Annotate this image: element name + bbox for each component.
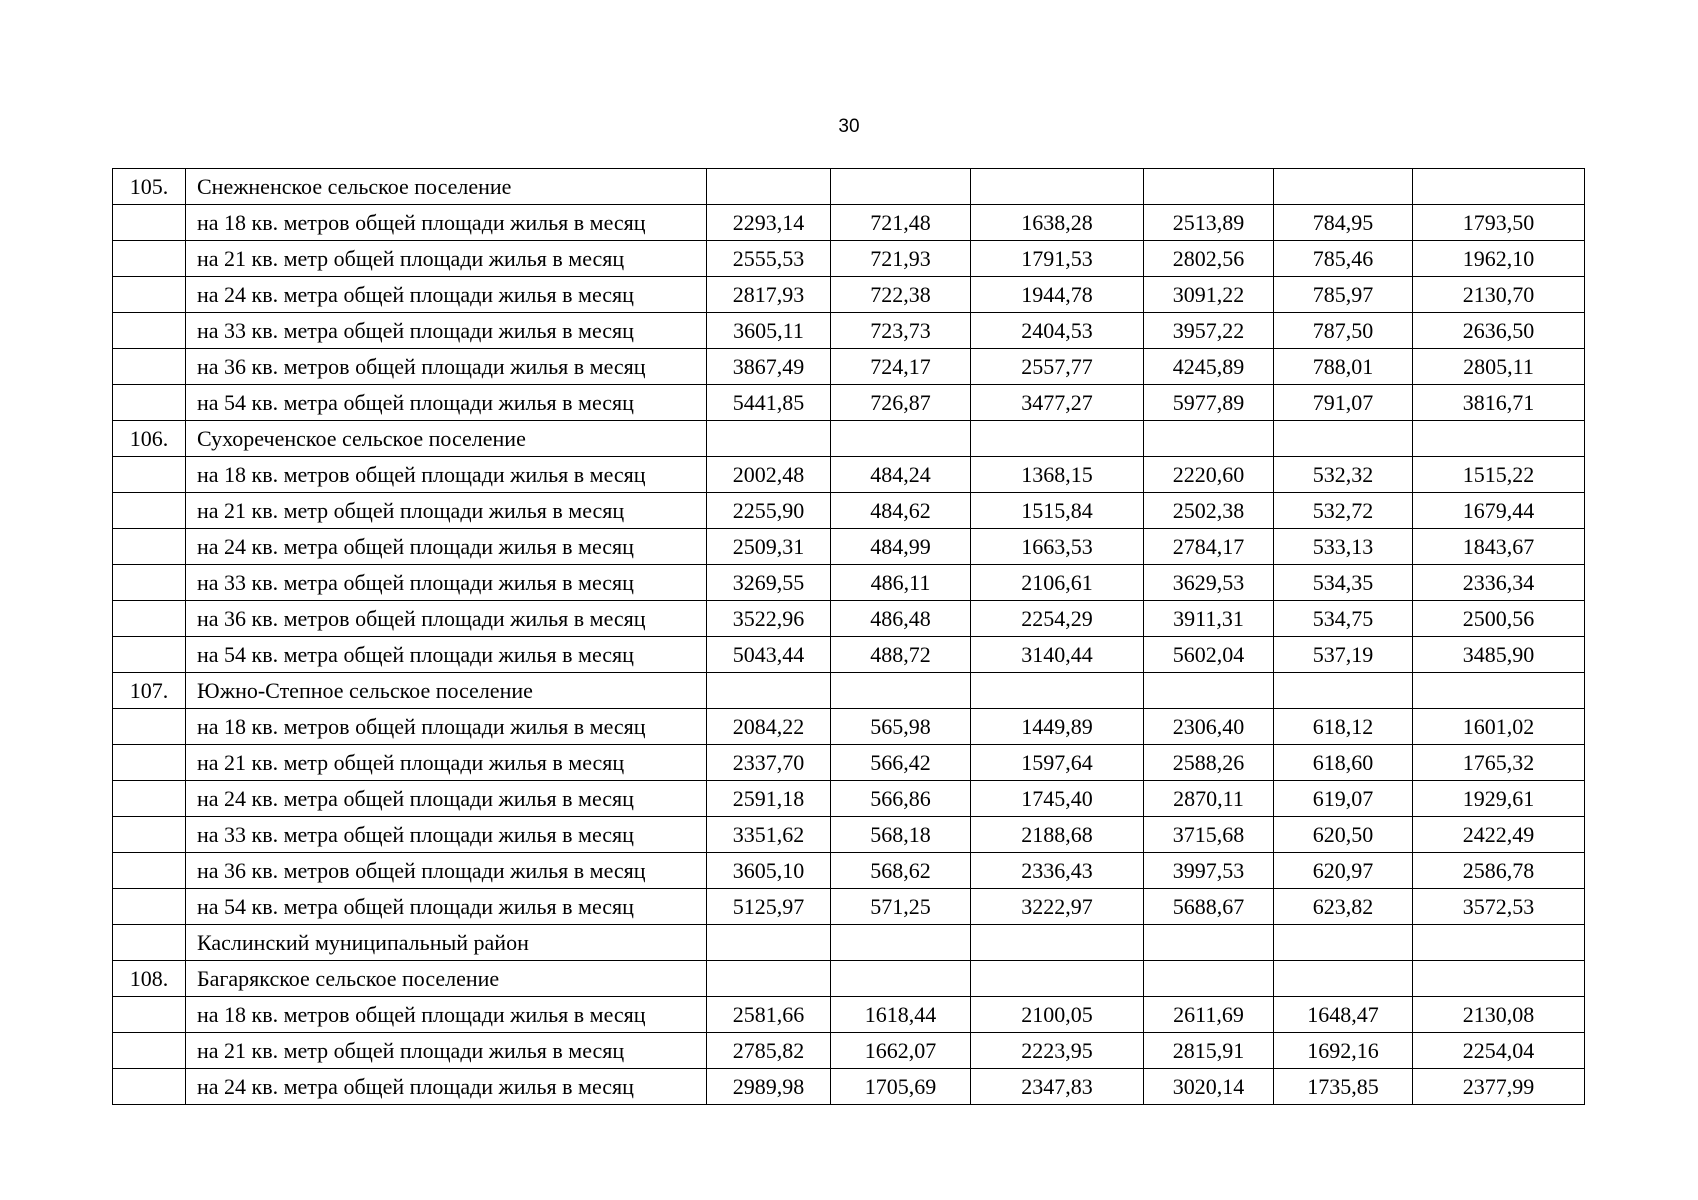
row-label-cell: на 33 кв. метра общей площади жилья в месяц: [186, 565, 707, 601]
value-cell: 3269,55: [707, 565, 831, 601]
table-row: [113, 853, 1585, 889]
value-cell: 2336,43: [971, 853, 1144, 889]
value-cell: 2377,99: [1413, 1069, 1585, 1105]
value-cell: 1515,84: [971, 493, 1144, 529]
value-cell: 2404,53: [971, 313, 1144, 349]
value-cell: 3522,96: [707, 601, 831, 637]
row-number-cell: 108.: [113, 961, 186, 997]
table-row: [113, 205, 1585, 241]
value-cell: [831, 421, 971, 457]
value-cell: 2591,18: [707, 781, 831, 817]
value-cell: [1413, 961, 1585, 997]
row-number-cell: [113, 241, 186, 277]
value-cell: 2989,98: [707, 1069, 831, 1105]
tariff-table: [112, 168, 1585, 1105]
value-cell: 3816,71: [1413, 385, 1585, 421]
value-cell: 3477,27: [971, 385, 1144, 421]
row-label-cell: на 36 кв. метров общей площади жилья в месяц: [186, 853, 707, 889]
row-number-cell: [113, 313, 186, 349]
value-cell: 3715,68: [1144, 817, 1274, 853]
value-cell: 3222,97: [971, 889, 1144, 925]
value-cell: 1765,32: [1413, 745, 1585, 781]
value-cell: 486,48: [831, 601, 971, 637]
value-cell: 2784,17: [1144, 529, 1274, 565]
row-number-cell: 106.: [113, 421, 186, 457]
value-cell: 1648,47: [1274, 997, 1413, 1033]
value-cell: [1413, 169, 1585, 205]
value-cell: 620,97: [1274, 853, 1413, 889]
table-row: [113, 241, 1585, 277]
row-number-cell: [113, 493, 186, 529]
row-label-cell: на 21 кв. метр общей площади жилья в месяц: [186, 493, 707, 529]
value-cell: 721,48: [831, 205, 971, 241]
table-body: [113, 169, 1585, 1105]
row-label-cell: на 21 кв. метр общей площади жилья в месяц: [186, 745, 707, 781]
value-cell: 2611,69: [1144, 997, 1274, 1033]
row-number-cell: [113, 1069, 186, 1105]
value-cell: 1663,53: [971, 529, 1144, 565]
value-cell: 1793,50: [1413, 205, 1585, 241]
value-cell: 484,62: [831, 493, 971, 529]
value-cell: 566,86: [831, 781, 971, 817]
row-label-cell: на 18 кв. метров общей площади жилья в месяц: [186, 997, 707, 1033]
table-row: [113, 565, 1585, 601]
table-row: [113, 889, 1585, 925]
value-cell: [831, 169, 971, 205]
value-cell: 2815,91: [1144, 1033, 1274, 1069]
value-cell: 2255,90: [707, 493, 831, 529]
value-cell: 532,72: [1274, 493, 1413, 529]
value-cell: 5688,67: [1144, 889, 1274, 925]
value-cell: 5977,89: [1144, 385, 1274, 421]
value-cell: 722,38: [831, 277, 971, 313]
value-cell: 5043,44: [707, 637, 831, 673]
value-cell: 3867,49: [707, 349, 831, 385]
value-cell: 2306,40: [1144, 709, 1274, 745]
value-cell: 1601,02: [1413, 709, 1585, 745]
section-row: [113, 925, 1585, 961]
value-cell: 618,60: [1274, 745, 1413, 781]
row-label-cell: на 18 кв. метров общей площади жилья в месяц: [186, 709, 707, 745]
value-cell: 534,35: [1274, 565, 1413, 601]
row-number-cell: 105.: [113, 169, 186, 205]
value-cell: 721,93: [831, 241, 971, 277]
row-label-cell: на 24 кв. метра общей площади жилья в месяц: [186, 529, 707, 565]
row-label-cell: на 54 кв. метра общей площади жилья в месяц: [186, 889, 707, 925]
section-row: [113, 673, 1585, 709]
value-cell: 1962,10: [1413, 241, 1585, 277]
value-cell: [971, 961, 1144, 997]
value-cell: [831, 673, 971, 709]
value-cell: [1274, 169, 1413, 205]
row-label-cell: на 21 кв. метр общей площади жилья в месяц: [186, 241, 707, 277]
value-cell: 784,95: [1274, 205, 1413, 241]
table-row: [113, 313, 1585, 349]
value-cell: 3351,62: [707, 817, 831, 853]
row-number-cell: [113, 349, 186, 385]
value-cell: 785,97: [1274, 277, 1413, 313]
value-cell: [831, 961, 971, 997]
row-number-cell: [113, 277, 186, 313]
row-number-cell: [113, 565, 186, 601]
value-cell: 1745,40: [971, 781, 1144, 817]
value-cell: 2805,11: [1413, 349, 1585, 385]
section-title-cell: Сухореченское сельское поселение: [186, 421, 707, 457]
value-cell: [707, 169, 831, 205]
value-cell: 623,82: [1274, 889, 1413, 925]
value-cell: 785,46: [1274, 241, 1413, 277]
value-cell: 1638,28: [971, 205, 1144, 241]
value-cell: 2802,56: [1144, 241, 1274, 277]
value-cell: 618,12: [1274, 709, 1413, 745]
value-cell: 2500,56: [1413, 601, 1585, 637]
value-cell: 571,25: [831, 889, 971, 925]
value-cell: 2130,08: [1413, 997, 1585, 1033]
value-cell: 2336,34: [1413, 565, 1585, 601]
value-cell: 2502,38: [1144, 493, 1274, 529]
value-cell: [1144, 961, 1274, 997]
row-number-cell: [113, 601, 186, 637]
value-cell: 620,50: [1274, 817, 1413, 853]
value-cell: 726,87: [831, 385, 971, 421]
value-cell: [971, 673, 1144, 709]
section-row: [113, 169, 1585, 205]
value-cell: 2106,61: [971, 565, 1144, 601]
value-cell: 2509,31: [707, 529, 831, 565]
value-cell: [1274, 961, 1413, 997]
row-label-cell: на 21 кв. метр общей площади жилья в месяц: [186, 1033, 707, 1069]
row-number-cell: [113, 997, 186, 1033]
value-cell: 2254,04: [1413, 1033, 1585, 1069]
row-number-cell: [113, 385, 186, 421]
value-cell: 2636,50: [1413, 313, 1585, 349]
value-cell: 2100,05: [971, 997, 1144, 1033]
value-cell: [1274, 673, 1413, 709]
row-number-cell: [113, 709, 186, 745]
value-cell: 2293,14: [707, 205, 831, 241]
value-cell: 2347,83: [971, 1069, 1144, 1105]
row-label-cell: на 33 кв. метра общей площади жилья в месяц: [186, 313, 707, 349]
row-number-cell: [113, 781, 186, 817]
value-cell: 3911,31: [1144, 601, 1274, 637]
table-row: [113, 997, 1585, 1033]
value-cell: 2223,95: [971, 1033, 1144, 1069]
row-label-cell: на 36 кв. метров общей площади жилья в месяц: [186, 601, 707, 637]
value-cell: [1144, 421, 1274, 457]
value-cell: 2785,82: [707, 1033, 831, 1069]
table-row: [113, 1033, 1585, 1069]
table-row: [113, 493, 1585, 529]
row-number-cell: [113, 745, 186, 781]
value-cell: 2586,78: [1413, 853, 1585, 889]
value-cell: [971, 169, 1144, 205]
value-cell: 2220,60: [1144, 457, 1274, 493]
value-cell: 2084,22: [707, 709, 831, 745]
table-row: [113, 709, 1585, 745]
value-cell: 537,19: [1274, 637, 1413, 673]
value-cell: 2581,66: [707, 997, 831, 1033]
value-cell: 565,98: [831, 709, 971, 745]
value-cell: 1929,61: [1413, 781, 1585, 817]
value-cell: 1662,07: [831, 1033, 971, 1069]
value-cell: 1843,67: [1413, 529, 1585, 565]
value-cell: 1944,78: [971, 277, 1144, 313]
value-cell: [831, 925, 971, 961]
value-cell: [1413, 673, 1585, 709]
table-row: [113, 601, 1585, 637]
row-label-cell: на 54 кв. метра общей площади жилья в месяц: [186, 385, 707, 421]
value-cell: 2817,93: [707, 277, 831, 313]
value-cell: 1449,89: [971, 709, 1144, 745]
value-cell: 724,17: [831, 349, 971, 385]
value-cell: [1144, 673, 1274, 709]
row-number-cell: [113, 457, 186, 493]
value-cell: 3572,53: [1413, 889, 1585, 925]
table-row: [113, 781, 1585, 817]
value-cell: [707, 421, 831, 457]
value-cell: [1144, 925, 1274, 961]
value-cell: 2870,11: [1144, 781, 1274, 817]
value-cell: 2513,89: [1144, 205, 1274, 241]
value-cell: 486,11: [831, 565, 971, 601]
row-label-cell: на 24 кв. метра общей площади жилья в месяц: [186, 1069, 707, 1105]
value-cell: 2130,70: [1413, 277, 1585, 313]
value-cell: 2002,48: [707, 457, 831, 493]
value-cell: 566,42: [831, 745, 971, 781]
section-row: [113, 421, 1585, 457]
value-cell: 488,72: [831, 637, 971, 673]
value-cell: 3485,90: [1413, 637, 1585, 673]
value-cell: [971, 421, 1144, 457]
value-cell: 2557,77: [971, 349, 1144, 385]
value-cell: 534,75: [1274, 601, 1413, 637]
value-cell: 3997,53: [1144, 853, 1274, 889]
row-label-cell: на 33 кв. метра общей площади жилья в месяц: [186, 817, 707, 853]
value-cell: 484,24: [831, 457, 971, 493]
value-cell: 533,13: [1274, 529, 1413, 565]
value-cell: [971, 925, 1144, 961]
value-cell: 5125,97: [707, 889, 831, 925]
value-cell: 2188,68: [971, 817, 1144, 853]
section-row: [113, 961, 1585, 997]
section-title-cell: Снежненское сельское поселение: [186, 169, 707, 205]
table-row: [113, 637, 1585, 673]
value-cell: [707, 961, 831, 997]
table-row: [113, 457, 1585, 493]
table-row: [113, 385, 1585, 421]
value-cell: 4245,89: [1144, 349, 1274, 385]
value-cell: 1679,44: [1413, 493, 1585, 529]
value-cell: 1597,64: [971, 745, 1144, 781]
value-cell: 619,07: [1274, 781, 1413, 817]
row-number-cell: [113, 817, 186, 853]
value-cell: 1618,44: [831, 997, 971, 1033]
value-cell: 568,18: [831, 817, 971, 853]
value-cell: 1515,22: [1413, 457, 1585, 493]
value-cell: 1791,53: [971, 241, 1144, 277]
table-row: [113, 277, 1585, 313]
value-cell: [1413, 421, 1585, 457]
value-cell: 2254,29: [971, 601, 1144, 637]
value-cell: 3957,22: [1144, 313, 1274, 349]
row-number-cell: 107.: [113, 673, 186, 709]
value-cell: 2422,49: [1413, 817, 1585, 853]
value-cell: 1692,16: [1274, 1033, 1413, 1069]
table-row: [113, 817, 1585, 853]
value-cell: 532,32: [1274, 457, 1413, 493]
row-label-cell: на 36 кв. метров общей площади жилья в месяц: [186, 349, 707, 385]
value-cell: 3629,53: [1144, 565, 1274, 601]
row-number-cell: [113, 853, 186, 889]
table-row: [113, 1069, 1585, 1105]
section-title-cell: Каслинский муниципальный район: [186, 925, 707, 961]
value-cell: 2555,53: [707, 241, 831, 277]
value-cell: 791,07: [1274, 385, 1413, 421]
row-number-cell: [113, 889, 186, 925]
value-cell: 3091,22: [1144, 277, 1274, 313]
value-cell: [1274, 925, 1413, 961]
value-cell: 1735,85: [1274, 1069, 1413, 1105]
row-label-cell: на 24 кв. метра общей площади жилья в месяц: [186, 277, 707, 313]
value-cell: 3020,14: [1144, 1069, 1274, 1105]
section-title-cell: Багарякское сельское поселение: [186, 961, 707, 997]
value-cell: [1144, 169, 1274, 205]
value-cell: 2337,70: [707, 745, 831, 781]
value-cell: 3605,11: [707, 313, 831, 349]
value-cell: 788,01: [1274, 349, 1413, 385]
value-cell: 568,62: [831, 853, 971, 889]
value-cell: [1274, 421, 1413, 457]
table-row: [113, 745, 1585, 781]
row-number-cell: [113, 1033, 186, 1069]
row-number-cell: [113, 637, 186, 673]
row-label-cell: на 18 кв. метров общей площади жилья в месяц: [186, 457, 707, 493]
row-label-cell: на 24 кв. метра общей площади жилья в месяц: [186, 781, 707, 817]
value-cell: [1413, 925, 1585, 961]
value-cell: 1705,69: [831, 1069, 971, 1105]
row-label-cell: на 18 кв. метров общей площади жилья в месяц: [186, 205, 707, 241]
row-number-cell: [113, 925, 186, 961]
row-number-cell: [113, 205, 186, 241]
page-number: 30: [838, 116, 860, 137]
value-cell: [707, 673, 831, 709]
value-cell: 2588,26: [1144, 745, 1274, 781]
value-cell: [707, 925, 831, 961]
value-cell: 1368,15: [971, 457, 1144, 493]
table-row: [113, 529, 1585, 565]
value-cell: 5441,85: [707, 385, 831, 421]
table-row: [113, 349, 1585, 385]
value-cell: 484,99: [831, 529, 971, 565]
value-cell: 723,73: [831, 313, 971, 349]
row-number-cell: [113, 529, 186, 565]
section-title-cell: Южно-Степное сельское поселение: [186, 673, 707, 709]
row-label-cell: на 54 кв. метра общей площади жилья в месяц: [186, 637, 707, 673]
value-cell: 3605,10: [707, 853, 831, 889]
value-cell: 787,50: [1274, 313, 1413, 349]
value-cell: 5602,04: [1144, 637, 1274, 673]
value-cell: 3140,44: [971, 637, 1144, 673]
